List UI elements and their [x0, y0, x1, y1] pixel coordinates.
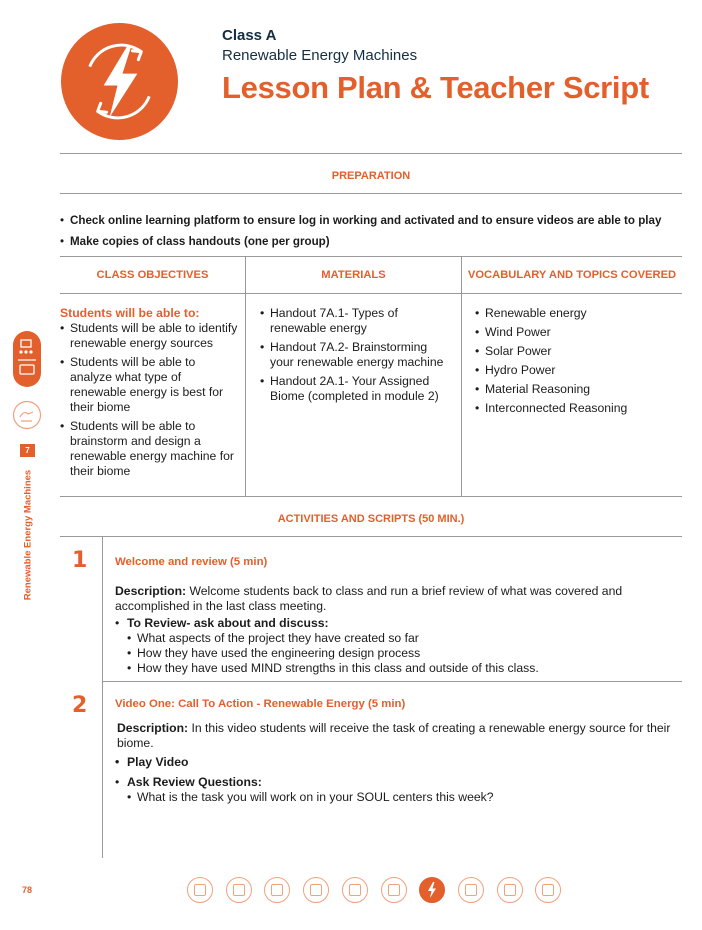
review-label: To Review- ask about and discuss:	[127, 616, 329, 630]
module-title-vertical: Renewable Energy Machines	[22, 469, 34, 601]
presentation-icon[interactable]	[497, 877, 523, 903]
materials-list	[260, 306, 450, 408]
review-point: • How they have used the engineering design process	[127, 646, 685, 661]
bridge-icon[interactable]	[381, 877, 407, 903]
column-divider	[245, 256, 246, 497]
table-top-border	[60, 256, 682, 257]
vocabulary-item: • Wind Power	[475, 325, 680, 340]
review-list	[115, 616, 685, 676]
objective-item: • Students will be able to brainstorm and design a renewable energy machine for their biome	[60, 419, 240, 479]
icon-glyph	[233, 884, 245, 896]
vocabulary-item: • Interconnected Reasoning	[475, 401, 680, 416]
objective-item: • Students will be able to identify renewable energy sources	[60, 321, 240, 351]
review-point: • What aspects of the project they have created so far	[127, 631, 685, 646]
material-item: • Handout 7A.2- Brainstorming your renewable energy machine	[260, 340, 450, 370]
preparation-item: • Check online learning platform to ensure log in working and activated and to ensure videos are able to play	[60, 210, 700, 231]
description-label: Description:	[117, 721, 189, 735]
icon-glyph	[504, 884, 516, 896]
activities-heading: ACTIVITIES AND SCRIPTS (50 MIN.)	[277, 513, 465, 525]
table-header-border	[60, 293, 682, 294]
page-number: 78	[22, 885, 33, 895]
questions-label: Ask Review Questions:	[127, 775, 262, 789]
step-number: 2	[72, 693, 88, 718]
questions-step	[115, 775, 685, 805]
divider	[60, 153, 682, 154]
video-steps-list	[115, 755, 685, 805]
table-bottom-border	[60, 496, 682, 497]
objective-item: • Students will be able to analyze what type of renewable energy is best for their biome	[60, 355, 240, 415]
play-video-step: • Play Video	[115, 755, 685, 770]
description-text: Welcome students back to class and run a brief review of what was covered and accomplished in the last class meeting.	[115, 584, 623, 613]
divider	[60, 193, 682, 194]
page-title: Lesson Plan & Teacher Script	[222, 70, 649, 105]
building-icon[interactable]	[458, 877, 484, 903]
divider	[102, 681, 682, 682]
vocabulary-item: • Hydro Power	[475, 363, 680, 378]
icon-glyph	[194, 884, 206, 896]
city-icon[interactable]	[226, 877, 252, 903]
column-header-objectives: CLASS OBJECTIVES	[96, 269, 209, 281]
lesson-subtitle: Renewable Energy Machines	[222, 47, 418, 64]
step-number: 1	[72, 548, 88, 573]
recycle-icon[interactable]	[303, 877, 329, 903]
landscape-icon[interactable]	[342, 877, 368, 903]
plan-icon[interactable]	[264, 877, 290, 903]
activity-description	[117, 721, 687, 751]
vocabulary-list	[475, 306, 680, 420]
team-icon	[12, 330, 42, 388]
icon-glyph	[310, 884, 322, 896]
hand-icon	[12, 400, 42, 430]
column-divider	[461, 256, 462, 497]
lightning-icon[interactable]	[419, 877, 445, 903]
activities-rule	[102, 536, 103, 858]
description-text: In this video students will receive the task of creating a renewable energy source for their biome.	[117, 721, 671, 750]
divider	[60, 536, 682, 537]
review-item	[115, 616, 685, 676]
icon-glyph	[542, 884, 554, 896]
icon-glyph	[388, 884, 400, 896]
icon-glyph	[271, 884, 283, 896]
vocabulary-item: • Material Reasoning	[475, 382, 680, 397]
vocabulary-item: • Solar Power	[475, 344, 680, 359]
network-icon[interactable]	[535, 877, 561, 903]
review-point: • How they have used MIND strengths in this class and outside of this class.	[127, 661, 685, 676]
lightning-logo-icon	[60, 22, 179, 141]
vocabulary-item: • Renewable energy	[475, 306, 680, 321]
lightning-glyph	[420, 878, 444, 902]
preparation-list	[60, 210, 700, 252]
brain-icon[interactable]	[187, 877, 213, 903]
material-item: • Handout 2A.1- Your Assigned Biome (completed in module 2)	[260, 374, 450, 404]
class-label: Class A	[222, 27, 277, 44]
activity-description	[115, 584, 685, 614]
material-item: • Handout 7A.1- Types of renewable energy	[260, 306, 450, 336]
activity-title: Welcome and review (5 min)	[115, 556, 268, 568]
question-item: • What is the task you will work on in your SOUL centers this week?	[127, 790, 685, 805]
description-label: Description:	[115, 584, 187, 598]
icon-glyph	[349, 884, 361, 896]
objectives-list	[60, 321, 240, 483]
column-header-vocabulary: VOCABULARY AND TOPICS COVERED	[467, 269, 677, 281]
module-number-badge: 7	[20, 444, 35, 457]
column-header-materials: MATERIALS	[321, 269, 386, 281]
objectives-heading: Students will be able to:	[60, 306, 200, 320]
icon-glyph	[465, 884, 477, 896]
preparation-heading: PREPARATION	[331, 170, 411, 182]
preparation-item: • Make copies of class handouts (one per group)	[60, 231, 700, 252]
activity-title: Video One: Call To Action - Renewable Energy (5 min)	[115, 698, 406, 710]
